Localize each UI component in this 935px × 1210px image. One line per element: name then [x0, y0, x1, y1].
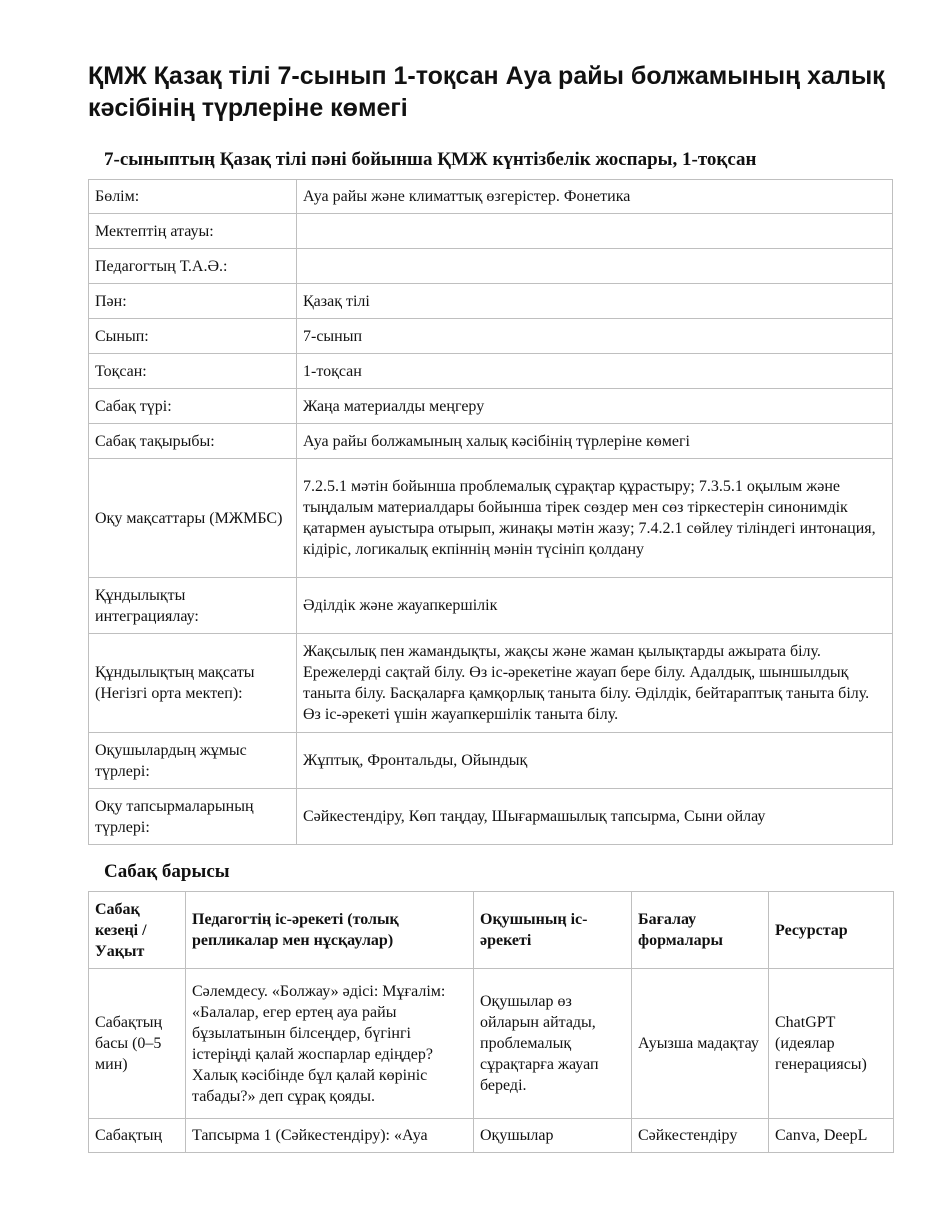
plan-row [89, 389, 893, 424]
lesson-cell: Оқушылар өз ойларын айтады, проблемалық сұрақтарға жауап береді. [474, 969, 632, 1119]
lesson-cell: Тапсырма 1 (Сәйкестендіру): «Ауа [186, 1119, 474, 1153]
lesson-header-cell: Ресурстар [769, 892, 894, 969]
lesson-row [89, 1119, 894, 1153]
lesson-cell: ChatGPT (идеялар генерациясы) [769, 969, 894, 1119]
plan-row [89, 249, 893, 284]
plan-row-label: Тоқсан: [89, 354, 297, 389]
lesson-cell: Сәлемдесу. «Болжау» әдісі: Мұғалім: «Балалар, егер ертең ауа райы бұзылатынын білсеңдер, бүгінгі істеріңді қалай жоспарлар едіңдер? Халық кәсібінде бұл қалай көрініс табады?» деп сұрақ қояды. [186, 969, 474, 1119]
plan-row-value: Жақсылық пен жамандықты, жақсы және жаман қылықтарды ажырата білу. Ережелерді сақтай білу. Өз іс-әрекетіне жауап бере білу. Адалдық, шыншылдық таныта білу. Басқаларға қамқорлық таныта білу. Әділдік, бейтараптық таныта білу. Өз іс-әрекеті үшін жауапкершілік таныта білу. [297, 634, 893, 733]
lesson-header-cell: Педагогтің іс-әрекеті (толық репликалар мен нұсқаулар) [186, 892, 474, 969]
plan-row-label: Педагогтың Т.А.Ә.: [89, 249, 297, 284]
lesson-header-cell: Сабақ кезеңі / Уақыт [89, 892, 186, 969]
lesson-header-cell: Бағалау формалары [632, 892, 769, 969]
plan-table [88, 179, 893, 845]
plan-row-label: Оқушылардың жұмыс түрлері: [89, 733, 297, 789]
lesson-cell: Оқушылар [474, 1119, 632, 1153]
lesson-cell: Ауызша мадақтау [632, 969, 769, 1119]
plan-row [89, 284, 893, 319]
plan-row-label: Мектептің атауы: [89, 214, 297, 249]
plan-row-value [297, 249, 893, 284]
document-title: ҚМЖ Қазақ тілі 7-сынып 1-тоқсан Ауа райы болжамының халық кәсібінің түрлеріне көмегі [88, 62, 885, 122]
plan-row [89, 354, 893, 389]
plan-row-value: Жұптық, Фронтальды, Ойындық [297, 733, 893, 789]
lesson-cell: Сабақтың басы (0–5 мин) [89, 969, 186, 1119]
lesson-header-cell: Оқушының іс-әрекеті [474, 892, 632, 969]
plan-row-label: Пән: [89, 284, 297, 319]
plan-row-label: Сабақ тақырыбы: [89, 424, 297, 459]
plan-row-label: Сынып: [89, 319, 297, 354]
plan-heading: 7-сыныптың Қазақ тілі пәні бойынша ҚМЖ күнтізбелік жоспары, 1-тоқсан [104, 149, 757, 170]
plan-row [89, 459, 893, 578]
plan-row-value [297, 214, 893, 249]
plan-row [89, 733, 893, 789]
lesson-cell: Canva, DeepL [769, 1119, 894, 1153]
lesson-cell: Сабақтың [89, 1119, 186, 1153]
plan-row [89, 319, 893, 354]
plan-row-value: Жаңа материалды меңгеру [297, 389, 893, 424]
plan-row [89, 789, 893, 845]
lesson-table [88, 891, 894, 1153]
plan-row-label: Құндылықты интеграциялау: [89, 578, 297, 634]
plan-row-label: Оқу тапсырмаларының түрлері: [89, 789, 297, 845]
plan-row-label: Сабақ түрі: [89, 389, 297, 424]
plan-row [89, 180, 893, 214]
plan-row-value: Ауа райы және климаттық өзгерістер. Фонетика [297, 180, 893, 214]
plan-row-value: Ауа райы болжамының халық кәсібінің түрлеріне көмегі [297, 424, 893, 459]
plan-row [89, 424, 893, 459]
plan-row-value: Сәйкестендіру, Көп таңдау, Шығармашылық тапсырма, Сыни ойлау [297, 789, 893, 845]
plan-row [89, 634, 893, 733]
plan-row-label: Бөлім: [89, 180, 297, 214]
plan-row-value: Қазақ тілі [297, 284, 893, 319]
plan-row-value: Әділдік және жауапкершілік [297, 578, 893, 634]
lesson-cell: Сәйкестендіру [632, 1119, 769, 1153]
plan-row-value: 1-тоқсан [297, 354, 893, 389]
plan-row-label: Құндылықтың мақсаты (Негізгі орта мектеп): [89, 634, 297, 733]
lesson-row [89, 969, 894, 1119]
plan-row [89, 578, 893, 634]
plan-row-label: Оқу мақсаттары (МЖМБС) [89, 459, 297, 578]
lesson-header-row [89, 892, 894, 969]
lesson-heading: Сабақ барысы [104, 861, 230, 882]
plan-row [89, 214, 893, 249]
plan-row-value: 7-сынып [297, 319, 893, 354]
plan-row-value: 7.2.5.1 мәтін бойынша проблемалық сұрақтар құрастыру; 7.3.5.1 оқылым және тыңдалым материалдары бойынша тірек сөздер мен сөз тіркестерін синонимдік қатармен ауыстыра отырып, жинақы мәтін жазу; 7.4.2.1 сөйлеу тіліндегі интонация, кідіріс, логикалық екпіннің мәнін түсініп қолдану [297, 459, 893, 578]
